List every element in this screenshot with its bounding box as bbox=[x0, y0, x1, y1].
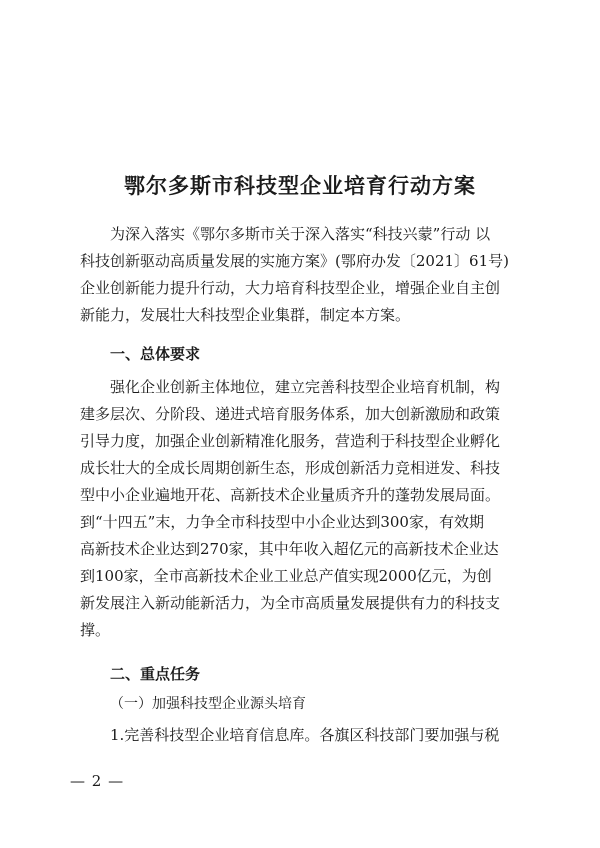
item-1-paragraph bbox=[80, 722, 526, 749]
paragraph-line: 型中小企业遍地开花、高新技术企业量质齐升的蓬勃发展局面。 bbox=[80, 486, 501, 504]
section-heading-text: 二、重点任务 bbox=[110, 665, 201, 683]
paragraph-line: 到“十四五”末，力争全市科技型中小企业达到300家，有效期 bbox=[80, 513, 484, 531]
section-heading-1 bbox=[80, 341, 526, 368]
section-heading-2 bbox=[80, 661, 526, 688]
document-title: 鄂尔多斯市科技型企业培育行动方案 bbox=[124, 173, 476, 198]
paragraph-line: 建多层次、分阶段、递进式培育服务体系，加大创新激励和政策 bbox=[80, 405, 501, 423]
paragraph-line: 到100家，全市高新技术企业工业总产值实现2000亿元，为创 bbox=[80, 567, 492, 585]
paragraph-line: 新发展注入新动能新活力，为全市高质量发展提供有力的科技支 bbox=[80, 594, 501, 612]
section-heading-text: 一、总体要求 bbox=[110, 345, 201, 363]
subsection-heading-text: （一）加强科技型企业源头培育 bbox=[110, 696, 306, 712]
intro-line: 企业创新能力提升行动，大力培育科技型企业，增强企业自主创 bbox=[80, 279, 501, 297]
paragraph-line: 1.完善科技型企业培育信息库。各旗区科技部门要加强与税 bbox=[110, 726, 500, 744]
page-number: — 2 — bbox=[70, 772, 125, 790]
intro-line: 新能力，发展壮大科技型企业集群，制定本方案。 bbox=[80, 306, 411, 324]
paragraph-line: 撑。 bbox=[80, 621, 111, 639]
intro-paragraph bbox=[80, 221, 526, 329]
paragraph-line: 成长壮大的全成长周期创新生态，形成创新活力竞相迸发、科技 bbox=[80, 459, 501, 477]
subsection-heading-1 bbox=[80, 691, 526, 718]
intro-line: 科技创新驱动高质量发展的实施方案》(鄂府办发〔2021〕61号) bbox=[80, 252, 509, 270]
paragraph-line: 引导力度，加强企业创新精准化服务，营造利于科技型企业孵化 bbox=[80, 432, 501, 450]
section1-paragraph bbox=[80, 374, 526, 644]
paragraph-line: 强化企业创新主体地位，建立完善科技型企业培育机制，构 bbox=[110, 378, 501, 396]
intro-line: 为深入落实《鄂尔多斯市关于深入落实“科技兴蒙”行动 以 bbox=[110, 225, 491, 243]
paragraph-line: 高新技术企业达到270家，其中年收入超亿元的高新技术企业达 bbox=[80, 540, 499, 558]
